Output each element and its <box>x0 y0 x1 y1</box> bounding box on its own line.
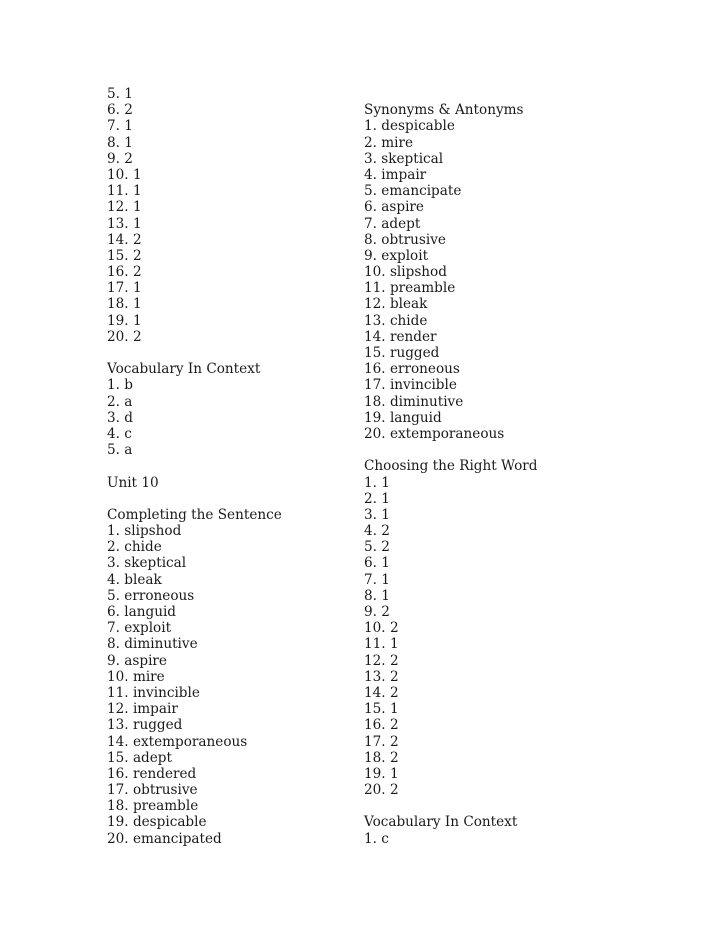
blank-line <box>107 345 347 361</box>
blank-line <box>364 798 624 814</box>
answer-line: 10. 1 <box>107 166 142 183</box>
answer-line: 2. mire <box>364 134 414 151</box>
answer-line: 14. extemporaneous <box>107 733 248 750</box>
answer-key-left-column <box>107 86 347 847</box>
answer-line: 9. exploit <box>364 247 429 264</box>
section-heading: Vocabulary In Context <box>364 814 518 831</box>
answer-line: 3. skeptical <box>364 150 444 167</box>
answer-line: 13. 2 <box>364 668 399 685</box>
answer-line: 19. 1 <box>364 765 399 782</box>
answer-line: 18. diminutive <box>364 393 464 410</box>
answer-line: 18. 2 <box>364 749 399 766</box>
section-heading: Unit 10 <box>107 474 159 491</box>
answer-line: 16. 2 <box>364 717 399 734</box>
answer-line: 3. 1 <box>364 506 390 523</box>
answer-line: 11. 1 <box>364 636 399 653</box>
answer-line: 13. chide <box>364 312 428 329</box>
answer-line: 9. 2 <box>107 150 133 167</box>
answer-line: 17. 1 <box>107 280 142 297</box>
answer-line: 20. 2 <box>107 328 142 345</box>
answer-line: 14. render <box>364 328 437 345</box>
answer-line: 1. 1 <box>364 474 390 491</box>
answer-line: 7. exploit <box>107 620 172 637</box>
answer-line: 18. preamble <box>107 798 199 815</box>
answer-line: 5. emancipate <box>364 183 462 200</box>
answer-line: 16. 2 <box>107 264 142 281</box>
answer-line: 9. aspire <box>107 652 167 669</box>
answer-line: 3. skeptical <box>107 555 187 572</box>
answer-line: 12. impair <box>107 701 178 718</box>
answer-line: 14. 2 <box>364 684 399 701</box>
answer-line: 17. 2 <box>364 733 399 750</box>
answer-line: 17. obtrusive <box>107 782 198 799</box>
answer-line: 16. erroneous <box>364 361 460 378</box>
answer-line: 8. diminutive <box>107 636 198 653</box>
answer-line: 15. 2 <box>107 247 142 264</box>
answer-line: 11. invincible <box>107 684 200 701</box>
answer-line: 19. languid <box>364 409 442 426</box>
answer-line: 2. chide <box>107 539 162 556</box>
answer-line: 4. 2 <box>364 523 390 540</box>
answer-line: 1. c <box>364 830 389 847</box>
answer-line: 6. 1 <box>364 555 390 572</box>
answer-line: 9. 2 <box>364 604 390 620</box>
answer-line: 12. 1 <box>107 199 142 216</box>
answer-line: 6. languid <box>107 604 177 620</box>
answer-line: 16. rendered <box>107 765 197 782</box>
section-heading: Synonyms & Antonyms <box>364 102 524 119</box>
answer-line: 6. aspire <box>364 199 424 216</box>
section-heading: Vocabulary In Context <box>107 361 261 378</box>
answer-line: 1. slipshod <box>107 523 182 540</box>
answer-line: 20. 2 <box>364 782 399 799</box>
blank-line <box>364 442 624 458</box>
answer-line: 4. c <box>107 425 132 442</box>
answer-line: 10. mire <box>107 668 165 685</box>
answer-line: 2. 1 <box>364 490 390 507</box>
answer-line: 11. preamble <box>364 280 456 297</box>
answer-line: 4. impair <box>364 166 427 183</box>
answer-key-right-column <box>364 86 624 847</box>
answer-line: 20. emancipated <box>107 830 222 847</box>
answer-line: 5. a <box>107 442 133 459</box>
answer-line: 5. erroneous <box>107 587 195 604</box>
answer-line: 8. obtrusive <box>364 231 446 248</box>
answer-line: 11. 1 <box>107 183 142 200</box>
answer-line: 1. despicable <box>364 118 455 135</box>
answer-line: 7. 1 <box>107 118 133 135</box>
answer-line: 13. 1 <box>107 215 142 232</box>
answer-line: 6. 2 <box>107 102 133 119</box>
answer-line: 8. 1 <box>107 134 133 151</box>
answer-line: 12. bleak <box>364 296 428 313</box>
answer-line: 3. d <box>107 409 133 426</box>
section-heading: Completing the Sentence <box>107 506 282 523</box>
answer-line: 7. 1 <box>364 571 390 588</box>
blank-line <box>364 86 624 102</box>
answer-line: 15. 1 <box>364 701 399 718</box>
answer-line: 17. invincible <box>364 377 457 394</box>
answer-line: 4. bleak <box>107 571 162 588</box>
answer-line: 7. adept <box>364 215 421 232</box>
answer-line: 5. 2 <box>364 539 390 556</box>
answer-line: 13. rugged <box>107 717 183 734</box>
answer-line: 19. despicable <box>107 814 207 831</box>
answer-line: 15. adept <box>107 749 172 766</box>
answer-line: 1. b <box>107 377 133 394</box>
answer-line: 15. rugged <box>364 345 440 361</box>
blank-line <box>107 491 347 507</box>
answer-line: 2. a <box>107 393 133 410</box>
answer-line: 5. 1 <box>107 86 133 102</box>
answer-line: 10. slipshod <box>364 264 447 281</box>
answer-line: 18. 1 <box>107 296 142 313</box>
answer-line: 12. 2 <box>364 652 399 669</box>
answer-line: 10. 2 <box>364 620 399 637</box>
answer-line: 19. 1 <box>107 312 142 329</box>
answer-line: 8. 1 <box>364 587 390 604</box>
blank-line <box>107 458 347 474</box>
answer-line: 20. extemporaneous <box>364 425 505 442</box>
answer-line: 14. 2 <box>107 231 142 248</box>
section-heading: Choosing the Right Word <box>364 458 538 475</box>
